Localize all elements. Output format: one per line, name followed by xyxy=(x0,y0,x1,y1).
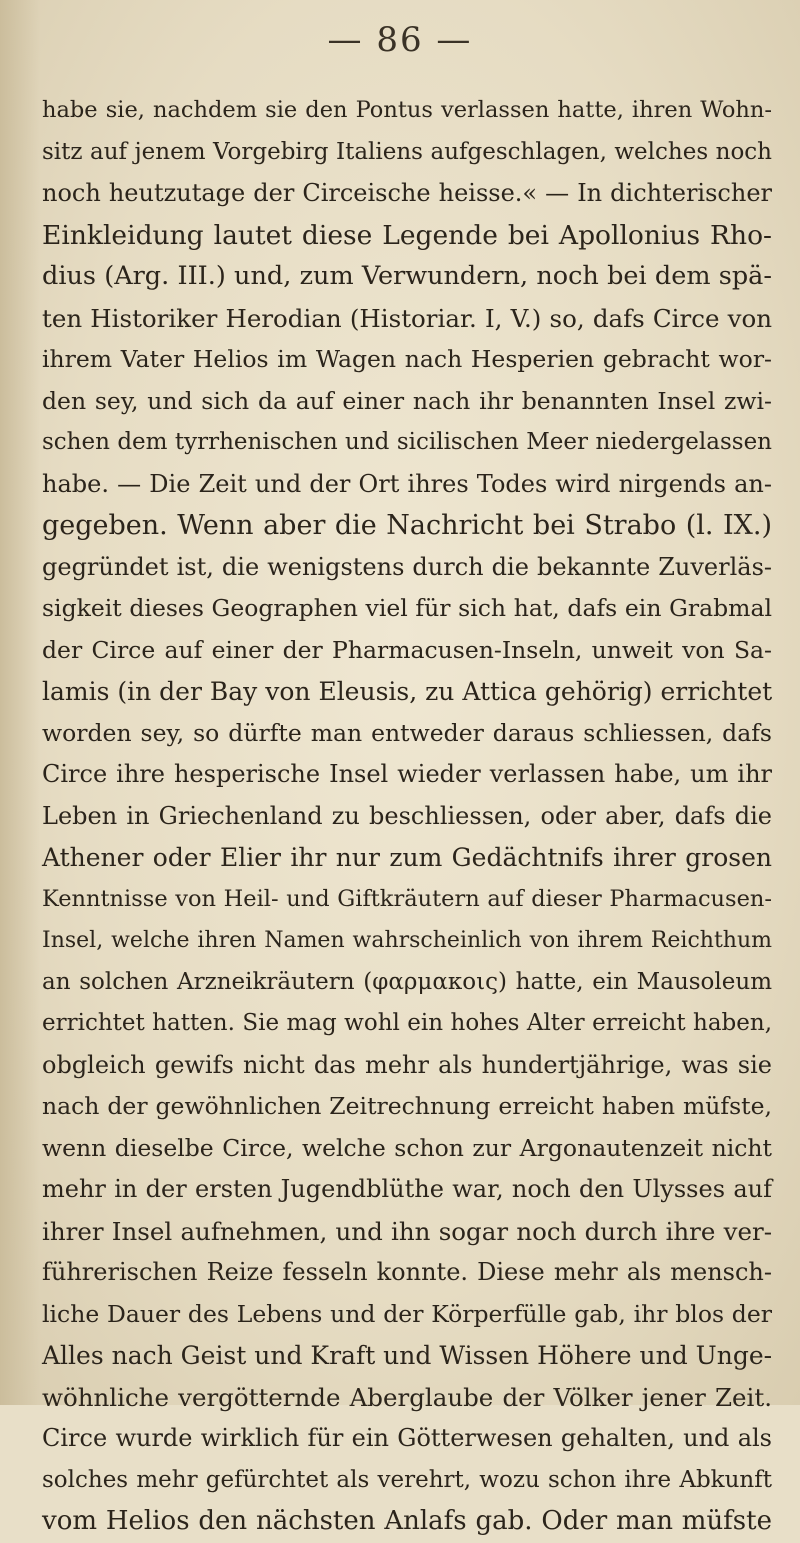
text-line: den sey, und sich da auf einer nach ihr benannten Insel zwi- xyxy=(42,386,772,415)
text-line: Alles nach Geist und Kraft und Wissen Höhere und Unge- xyxy=(42,1341,773,1370)
text-line: worden sey, so dürfte man entweder daraus schliessen, dafs xyxy=(42,718,772,747)
text-line: ihrem Vater Helios im Wagen nach Hesperien gebracht wor- xyxy=(42,345,772,373)
text-line: dius (Arg. III.) und, zum Verwundern, noch bei dem spä- xyxy=(42,261,772,291)
text-line: schen dem tyrrhenischen und sicilischen Meer niedergelassen xyxy=(42,429,772,455)
text-line: Kenntnisse von Heil- und Giftkräutern auf dieser Pharmacusen- xyxy=(42,885,772,912)
text-line: Athener oder Elier ihr nur zum Gedächtnifs ihrer grosen xyxy=(42,843,772,872)
text-line: vom Helios den nächsten Anlafs gab. Oder man müfste xyxy=(42,1506,772,1536)
page-number: — 86 — xyxy=(327,20,473,60)
text-line: sitz auf jenem Vorgebirg Italiens aufgeschlagen, welches noch xyxy=(42,138,772,165)
text-line: der Circe auf einer der Pharmacusen-Inseln, unweit von Sa- xyxy=(42,635,772,664)
text-line: Circe wurde wirklich für ein Götterwesen gehalten, und als xyxy=(42,1424,772,1452)
text-line: habe. — Die Zeit und der Ort ihres Todes wird nirgends an- xyxy=(42,469,772,498)
text-line: lamis (in der Bay von Eleusis, zu Attica gehörig) errichtet xyxy=(42,677,773,706)
text-line: wenn dieselbe Circe, welche schon zur Argonautenzeit nicht xyxy=(42,1133,772,1162)
text-line: liche Dauer des Lebens und der Körperfülle gab, ihr blos der xyxy=(42,1299,772,1328)
text-line: an solchen Arzneikräutern (φαρμακοις) hatte, ein Mausoleum xyxy=(42,968,772,995)
text-line: solches mehr gefürchtet als verehrt, wozu schon ihre Abkunft xyxy=(42,1466,772,1493)
text-line: gegeben. Wenn aber die Nachricht bei Strabo (l. IX.) xyxy=(42,510,772,541)
text-line: sigkeit dieses Geographen viel für sich hat, dafs ein Grabmal xyxy=(42,594,772,622)
text-line: obgleich gewifs nicht das mehr als hundertjährige, was sie xyxy=(42,1050,772,1079)
text-line: errichtet hatten. Sie mag wohl ein hohes Alter erreicht haben, xyxy=(42,1010,772,1036)
text-line: nach der gewöhnlichen Zeitrechnung erreicht haben müfste, xyxy=(42,1092,772,1120)
text-line: habe sie, nachdem sie den Pontus verlassen hatte, ihren Wohn- xyxy=(42,97,772,123)
text-line: ten Historiker Herodian (Historiar. I, V.) so, dafs Circe von xyxy=(42,303,772,333)
text-line: Leben in Griechenland zu beschliessen, oder aber, dafs die xyxy=(42,801,772,830)
page-edge-shadow xyxy=(0,0,40,1405)
text-line: Circe ihre hesperische Insel wieder verlassen habe, um ihr xyxy=(42,760,772,788)
text-line: führerischen Reize fesseln konnte. Diese mehr als mensch- xyxy=(42,1258,772,1286)
text-line: Einkleidung lautet diese Legende bei Apollonius Rho- xyxy=(42,219,772,251)
body-text xyxy=(42,90,772,1543)
text-line: Insel, welche ihren Namen wahrscheinlich von ihrem Reichthum xyxy=(42,928,772,953)
text-line: mehr in der ersten Jugendblüthe war, noch den Ulysses auf xyxy=(42,1175,772,1203)
text-line: ihrer Insel aufnehmen, und ihn sogar noch durch ihre ver- xyxy=(42,1216,772,1246)
text-line: gegründet ist, die wenigstens durch die bekannte Zuverläs- xyxy=(42,552,772,581)
text-line: noch heutzutage der Circeische heisse.« — In dichterischer xyxy=(42,179,772,207)
text-line: wöhnliche vergötternde Aberglaube der Völker jener Zeit. xyxy=(42,1382,772,1412)
